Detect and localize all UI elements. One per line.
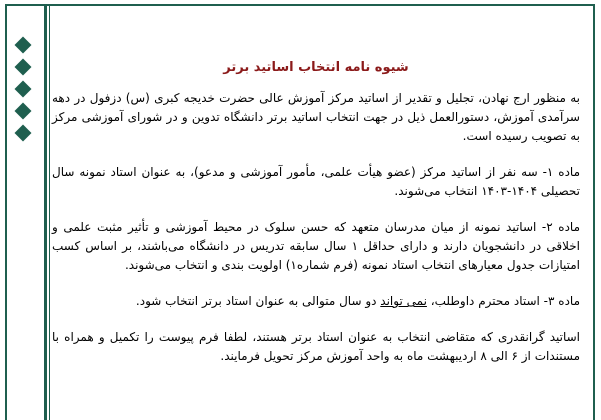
paragraph-article-3 bbox=[52, 292, 580, 311]
article-3-end: دو سال متوالی به عنوان استاد برتر انتخاب شود. bbox=[135, 294, 381, 308]
decorative-rail bbox=[9, 37, 43, 127]
article-3-underlined: نمی تواند bbox=[380, 294, 427, 308]
paragraph-article-2: ماده ۲- اساتید نمونه از میان مدرسان متعهد که حسن سلوک در محیط آموزشی و تأثیر مثبت علمی و اخلاقی در دانشجویان دارند و دارای حداقل ۱ سال سابقه تدریس در دانشگاه می‌باشند، بر اساس کسب امتیازات جدول معیارهای انتخاب استاد نمونه (فرم شماره۱) اولویت بندی و انتخاب می‌شوند. bbox=[52, 220, 580, 272]
document-title: شیوه نامه انتخاب اساتید برتر bbox=[223, 60, 409, 75]
paragraph-intro: به منظور ارج نهادن، تجلیل و تقدیر از اساتید مرکز آموزش عالی حضرت خدیجه کبری (س) دزفول در دهه سرآمدی آموزش، دستورالعمل ذیل در جهت انتخاب اساتید برتر دانشگاه تدوین و در شورای آموزشی مرکز به تصویب رسیده است. bbox=[52, 91, 580, 143]
diamond-icon bbox=[15, 59, 32, 76]
rail-line bbox=[49, 4, 50, 420]
diamond-icon bbox=[15, 81, 32, 98]
article-3-start: ماده ۳- استاد محترم داوطلب، bbox=[426, 294, 580, 308]
document-body bbox=[52, 58, 580, 383]
rail-line bbox=[44, 4, 47, 420]
paragraph-article-1: ماده ۱- سه نفر از اساتید مرکز (عضو هیأت علمی، مأمور آموزشی و مدعو)، به عنوان استاد نمونه سال تحصیلی ۱۴۰۴-۱۴۰۳ انتخاب می‌شوند. bbox=[52, 165, 581, 198]
diamond-icon bbox=[15, 103, 32, 120]
paragraph-submission: اساتید گرانقدری که متقاضی انتخاب به عنوان استاد برتر هستند، لطفا فرم پیوست را تکمیل و همراه با مستندات از ۶ الی ۸ اردیبهشت ماه به واحد آموزش مرکز تحویل فرمایند. bbox=[52, 330, 580, 363]
diamond-icon bbox=[15, 37, 32, 54]
